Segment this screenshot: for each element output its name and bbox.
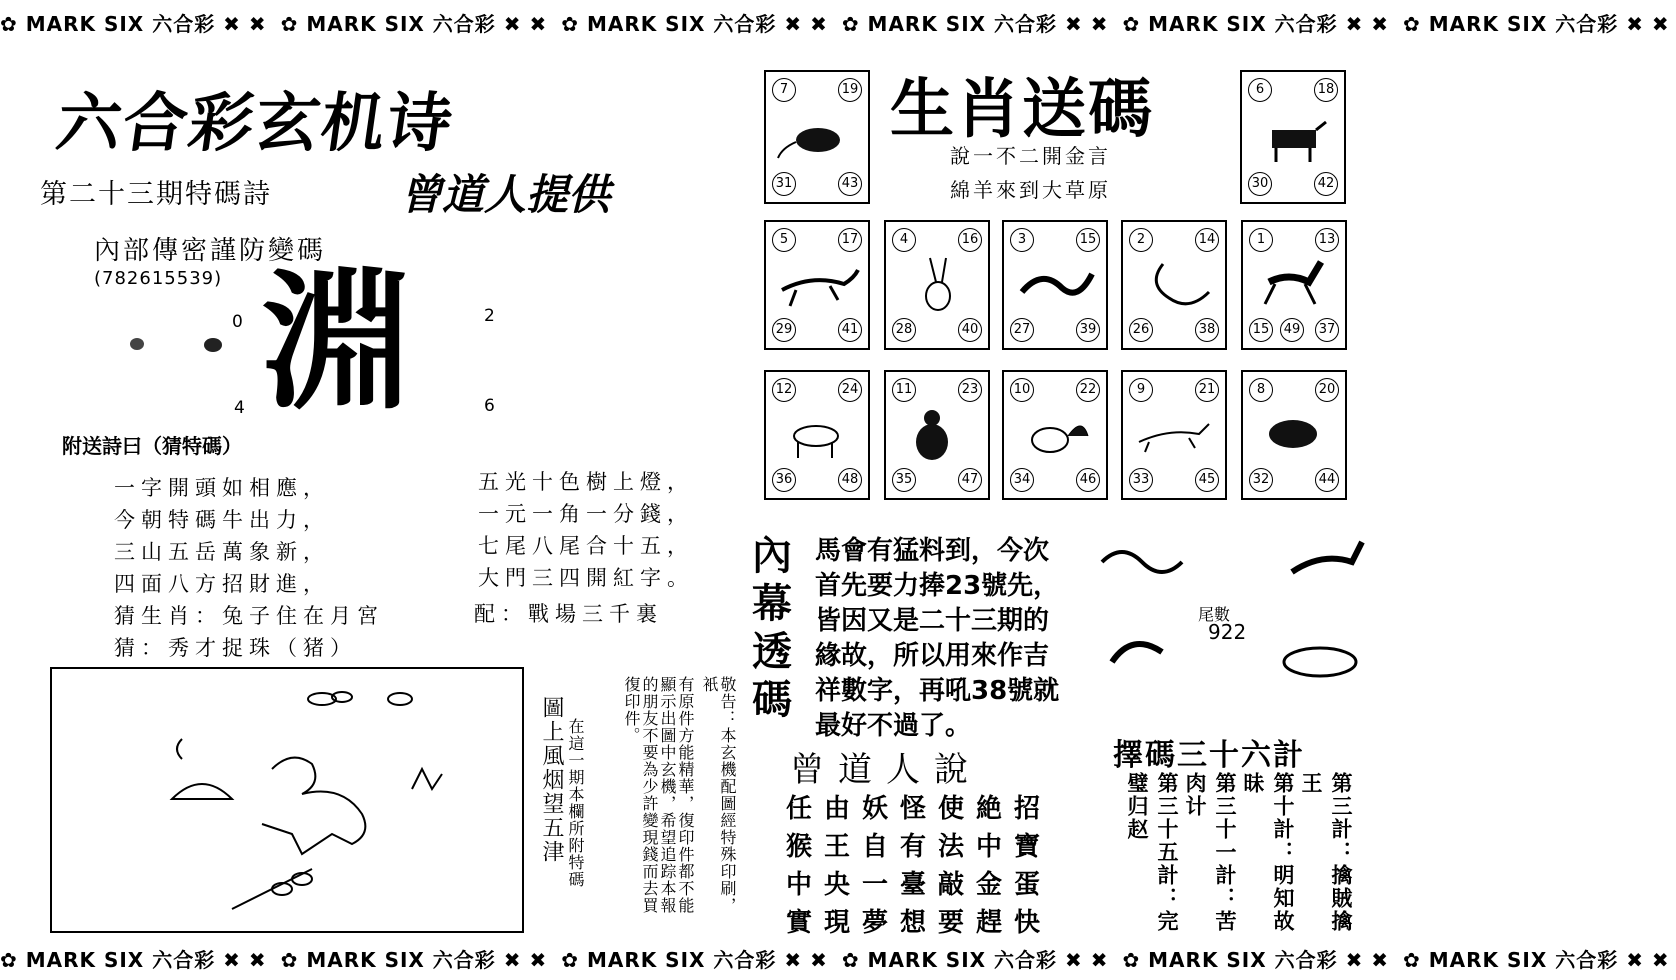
zodiac-card-rooster: [1002, 370, 1108, 500]
ink-dot: [204, 338, 222, 352]
banner-unit: ✿ MARK SIX 六合彩 ✖ ✖: [841, 948, 1109, 972]
number-ball: 5: [772, 228, 796, 252]
poem-line: 今朝特碼牛出力，: [114, 508, 330, 532]
banner-unit: ✿ MARK SIX 六合彩 ✖ ✖: [0, 948, 267, 972]
zeng-line: 猴王自有法中寶: [786, 832, 1053, 862]
number-ball: 33: [1129, 468, 1153, 492]
number-ball: 28: [892, 318, 916, 342]
picture-caption: 圖上風烟望五津: [539, 696, 564, 864]
inside-line: 首先要力捧23號先，: [815, 571, 1060, 601]
inside-label: [752, 532, 804, 724]
number-ball: 30: [1248, 172, 1272, 196]
notice-text: 有原件方能精華，復印件都不能顯示出圖中玄機，希望追踪本報的朋友不要為少許變現錢而去買復印件。: [622, 676, 695, 914]
banner-unit: ✿ MARK SIX 六合彩 ✖ ✖: [280, 948, 548, 972]
number-ball: 19: [838, 78, 862, 102]
number-ball: 20: [1315, 378, 1339, 402]
poem-line: 猜生肖：兔子住在月宮: [114, 604, 384, 628]
number-ball: 39: [1076, 318, 1100, 342]
zodiac-sub: 綿羊來到大草原: [950, 178, 1111, 202]
banner-unit: ✿ MARK SIX 六合彩 ✖ ✖: [561, 948, 828, 972]
number-ball: 17: [838, 228, 862, 252]
number-ball: 31: [772, 172, 796, 196]
number-ball: 22: [1076, 378, 1100, 402]
dog-icon: [1133, 402, 1215, 468]
number-ball: 29: [772, 318, 796, 342]
zodiac-card-pig: [1241, 370, 1347, 500]
poem-line: 一元一角一分錢，: [478, 502, 694, 526]
number-ball: 46: [1076, 468, 1100, 492]
number-ball: 4: [892, 228, 916, 252]
number-ball: 35: [892, 468, 916, 492]
inside-line: 緣故，所以用來作吉: [815, 641, 1050, 671]
number-ball: 49: [1280, 318, 1304, 342]
zodiac-card-dog: [1121, 370, 1227, 500]
ink-dot: [130, 338, 144, 350]
zeng-poem: [786, 790, 1052, 942]
poem-line: 五光十色樹上燈，: [478, 470, 694, 494]
banner-unit: ✿ MARK SIX 六合彩 ✖ ✖: [280, 12, 548, 36]
number-ball: 15: [1249, 318, 1273, 342]
phone-number: (782615539): [94, 268, 223, 289]
number-ball: 11: [892, 378, 916, 402]
number-ball: 34: [1010, 468, 1034, 492]
zodiac-card-horse: [1241, 220, 1347, 350]
number-ball: 1: [1249, 228, 1273, 252]
poem-pair: 配：戰場三千裏: [474, 602, 663, 626]
number-ball: 10: [1010, 378, 1034, 402]
inside-line: 祥數字，再吼38號就: [815, 676, 1060, 706]
zeng-line: 中央一臺敲金蛋: [786, 870, 1053, 900]
zodiac-card-rabbit: [884, 220, 990, 350]
inner-line: 內部傳密謹防變碼: [94, 236, 327, 266]
number-ball: 45: [1195, 468, 1219, 492]
digit: 0: [232, 312, 243, 332]
poem-line: 一字開頭如相應，: [114, 476, 330, 500]
number-ball: 43: [838, 172, 862, 196]
top-banner: [0, 8, 1670, 44]
strategy-item: 第三十一計：苦肉计: [1183, 772, 1238, 933]
number-ball: 36: [772, 468, 796, 492]
picture-note: 在這一期本欄所附特碼: [566, 718, 585, 888]
number-ball: 24: [838, 378, 862, 402]
zodiac-sub: 說一不二開金言: [950, 144, 1111, 168]
number-ball: 48: [838, 468, 862, 492]
number-ball: 12: [772, 378, 796, 402]
number-ball: 27: [1010, 318, 1034, 342]
inside-line: 最好不過了。: [815, 711, 972, 741]
bottom-banner: [0, 944, 1670, 980]
snake-icon: [1133, 252, 1215, 318]
rooster-icon: [1014, 402, 1096, 468]
number-ball: 16: [958, 228, 982, 252]
number-ball: 3: [1010, 228, 1034, 252]
poem-line: 七尾八尾合十五，: [478, 534, 694, 558]
number-ball: 21: [1195, 378, 1219, 402]
rabbit-icon: [896, 252, 978, 318]
number-ball: 7: [772, 78, 796, 102]
zeng-line: 任由妖怪使絶招: [786, 794, 1053, 824]
banner-unit: ✿ MARK SIX 六合彩 ✖ ✖: [841, 12, 1109, 36]
digit: 4: [234, 398, 245, 418]
inside-line: 馬會有猛料到，今次: [815, 536, 1050, 566]
rat-icon: [776, 102, 858, 172]
number-ball: 2: [1129, 228, 1153, 252]
number-ball: 42: [1314, 172, 1338, 196]
horse-icon: [1253, 252, 1335, 318]
pig-icon: [1253, 402, 1335, 468]
strategy-title: 擇碼三十六計: [1113, 738, 1305, 773]
number-ball: 13: [1315, 228, 1339, 252]
strategy-item: 第十計：明知故昧: [1241, 772, 1296, 933]
poem-heading: 附送詩曰（猜特碼）: [62, 434, 242, 458]
number-ball: 38: [1195, 318, 1219, 342]
poem-left: [114, 472, 384, 664]
digit: 6: [484, 396, 495, 416]
banner-unit: ✿ MARK SIX 六合彩 ✖ ✖: [1403, 12, 1670, 36]
inside-line: 皆因又是二十三期的: [815, 606, 1050, 636]
number-ball: 15: [1076, 228, 1100, 252]
banner-unit: ✿ MARK SIX 六合彩 ✖ ✖: [1403, 948, 1670, 972]
number-ball: 23: [958, 378, 982, 402]
horse-illustration: [52, 669, 522, 931]
tail-value: 922: [1208, 620, 1247, 644]
number-ball: 26: [1129, 318, 1153, 342]
inside-text: [815, 534, 1059, 744]
number-ball: 18: [1314, 78, 1338, 102]
main-title: 六合彩玄机诗: [51, 87, 459, 161]
provider-line: 曾道人提供: [400, 170, 611, 219]
banner-unit: ✿ MARK SIX 六合彩 ✖ ✖: [561, 12, 828, 36]
tail-label: 尾數: [1198, 605, 1231, 624]
strategy-item: 第三十五計：完璧归赵: [1125, 772, 1180, 933]
number-ball: 9: [1129, 378, 1153, 402]
number-ball: 41: [838, 318, 862, 342]
zodiac-card-dragon: [1002, 220, 1108, 350]
zodiac-card-rat: [764, 70, 870, 204]
poem-right: [478, 466, 694, 594]
zodiac-title: 生肖送碼: [890, 73, 1154, 147]
strategy-item: 第三計：擒賊擒王: [1299, 772, 1354, 933]
banner-unit: ✿ MARK SIX 六合彩 ✖ ✖: [1122, 12, 1390, 36]
zodiac-card-snake: [1121, 220, 1227, 350]
poem-line: 猜：秀才捉珠（猪）: [114, 636, 357, 660]
issue-line: 第二十三期特碼詩: [40, 179, 272, 210]
zodiac-card-ox: [1240, 70, 1346, 204]
number-ball: 32: [1249, 468, 1273, 492]
tiger-icon: [776, 252, 858, 318]
banner-unit: ✿ MARK SIX 六合彩 ✖ ✖: [1122, 948, 1390, 972]
banner-unit: ✿ MARK SIX 六合彩 ✖ ✖: [0, 12, 267, 36]
label-char: 碼: [752, 677, 792, 723]
monkey-icon: [896, 402, 978, 468]
zeng-title: 曾道人說: [790, 750, 982, 790]
big-character: 淵: [262, 256, 413, 430]
number-ball: 44: [1315, 468, 1339, 492]
number-ball: 47: [958, 468, 982, 492]
zodiac-card-goat: [764, 370, 870, 500]
illustration-box: [50, 667, 524, 933]
digit: 2: [484, 306, 495, 326]
number-ball: 37: [1315, 318, 1339, 342]
number-ball: 6: [1248, 78, 1272, 102]
label-char: 幕: [752, 581, 792, 627]
goat-icon: [776, 402, 858, 468]
label-char: 透: [752, 629, 792, 675]
zodiac-card-tiger: [764, 220, 870, 350]
poem-line: 四面八方招財進，: [114, 572, 330, 596]
poem-line: 大門三四開紅字。: [478, 566, 694, 590]
zeng-line: 實現夢想要趕快: [786, 908, 1053, 938]
notice-text: 敬告：本玄機配圖經特殊印刷，衹: [700, 676, 737, 914]
dragon-icon: [1014, 252, 1096, 318]
number-ball: 8: [1249, 378, 1273, 402]
animal-sketches: [1092, 532, 1374, 702]
poem-line: 三山五岳萬象新，: [114, 540, 330, 564]
number-ball: 14: [1195, 228, 1219, 252]
zodiac-card-monkey: [884, 370, 990, 500]
number-ball: 40: [958, 318, 982, 342]
label-char: 內: [752, 533, 792, 579]
ox-icon: [1252, 102, 1334, 172]
